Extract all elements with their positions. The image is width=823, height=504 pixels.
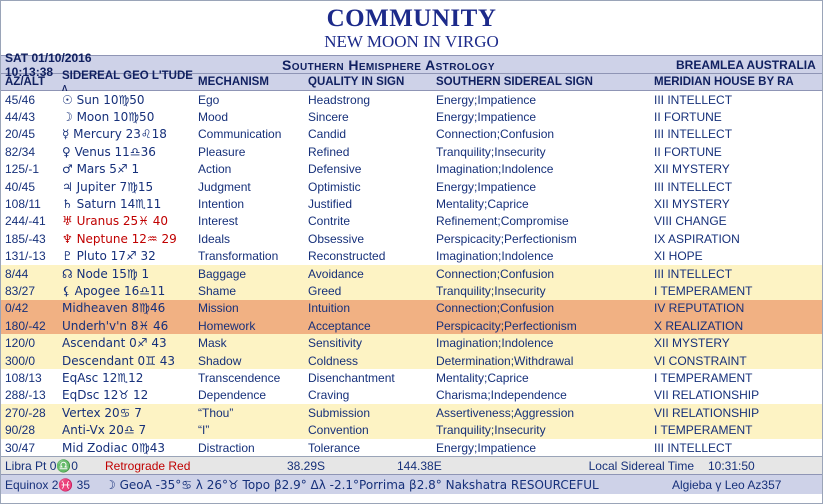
row-sidereal-longitude: EqAsc 12♏12 [62, 370, 144, 385]
row-quality: Obsessive [308, 231, 365, 246]
row-quality: Headstrong [308, 92, 371, 107]
row-mechanism: Mission [198, 301, 239, 316]
footer-libra-point: Libra Pt 0♎0 [5, 458, 78, 473]
table-row [1, 178, 822, 195]
table-row [1, 300, 822, 317]
table-row [1, 317, 822, 334]
row-az-alt: 30/47 [5, 440, 36, 455]
column-header-house: MERIDIAN HOUSE BY RA [654, 76, 794, 88]
column-header-sign: SOUTHERN SIDEREAL SIGN [436, 76, 593, 88]
row-sign-keywords: Imagination;Indolence [436, 249, 554, 264]
row-quality: Justified [308, 197, 353, 212]
row-mechanism: Action [198, 162, 232, 177]
table-row [1, 91, 822, 108]
row-sign-keywords: Assertiveness;Aggression [436, 405, 575, 420]
row-sign-keywords: Perspicacity;Perfectionism [436, 231, 577, 246]
row-mechanism: Homework [198, 318, 256, 333]
row-quality: Defensive [308, 162, 362, 177]
row-az-alt: 300/0 [5, 353, 36, 368]
row-quality: Intuition [308, 301, 351, 316]
row-sign-keywords: Mentality;Caprice [436, 197, 529, 212]
row-quality: Reconstructed [308, 249, 386, 264]
row-sidereal-longitude: ♄ Saturn 14♏11 [62, 197, 162, 212]
row-quality: Convention [308, 423, 369, 438]
footer-lst-value: 10:31:50 [708, 458, 755, 473]
row-sign-keywords: Refinement;Compromise [436, 214, 569, 229]
row-az-alt: 120/0 [5, 336, 36, 351]
footer-lst-label: Local Sidereal Time [588, 458, 694, 473]
row-az-alt: 8/44 [5, 266, 29, 281]
row-house: XII MYSTERY [654, 336, 730, 351]
row-mechanism: Judgment [198, 179, 251, 194]
row-mechanism: Mood [198, 110, 229, 125]
footer-star: Algieba γ Leo Az357 [672, 477, 782, 492]
column-header-mechanism: MECHANISM [198, 76, 269, 88]
row-sidereal-longitude: ♇ Pluto 17♐ 32 [62, 249, 156, 264]
row-mechanism: Mask [198, 336, 227, 351]
row-az-alt: 244/-41 [5, 214, 46, 229]
row-sidereal-longitude: ☽ Moon 10♍50 [62, 110, 155, 125]
row-house: III INTELLECT [654, 127, 733, 142]
row-az-alt: 83/27 [5, 283, 36, 298]
row-sign-keywords: Connection;Confusion [436, 301, 555, 316]
table-row [1, 387, 822, 404]
row-quality: Coldness [308, 353, 359, 368]
header-center-title: Southern Hemisphere Astrology [282, 56, 495, 73]
footer-latitude: 38.29S [287, 458, 326, 473]
column-header-quality: QUALITY IN SIGN [308, 76, 405, 88]
row-sign-keywords: Charisma;Independence [436, 388, 567, 403]
row-mechanism: Transcendence [198, 370, 281, 385]
table-body [1, 91, 822, 456]
row-quality: Disenchantment [308, 370, 395, 385]
row-sidereal-longitude: Vertex 20♋ 7 [62, 405, 142, 420]
footer-retrograde-legend: Retrograde Red [105, 458, 191, 473]
row-house: VI CONSTRAINT [654, 353, 747, 368]
row-sign-keywords: Tranquility;Insecurity [436, 283, 546, 298]
header-datetime: SAT 01/10/2016 10:13:38 [5, 50, 92, 79]
row-sign-keywords: Tranquility;Insecurity [436, 144, 546, 159]
row-quality: Sensitivity [308, 336, 363, 351]
row-az-alt: 44/43 [5, 110, 36, 125]
row-sidereal-longitude: ♆ Neptune 12♒ 29 [62, 231, 177, 246]
row-house: IX ASPIRATION [654, 231, 740, 246]
row-house: III INTELLECT [654, 179, 733, 194]
table-row [1, 195, 822, 212]
row-mechanism: Distraction [198, 440, 255, 455]
row-mechanism: Communication [198, 127, 282, 142]
row-mechanism: Shame [198, 283, 237, 298]
row-quality: Sincere [308, 110, 349, 125]
footer-longitude: 144.38E [397, 458, 442, 473]
row-sidereal-longitude: Descendant 0♊ 43 [62, 353, 176, 368]
table-row [1, 265, 822, 282]
row-quality: Optimistic [308, 179, 361, 194]
row-az-alt: 45/46 [5, 92, 36, 107]
row-sidereal-longitude: ♃ Jupiter 7♍15 [62, 179, 154, 194]
row-sign-keywords: Energy;Impatience [436, 179, 537, 194]
table-row [1, 334, 822, 351]
row-az-alt: 180/-42 [5, 318, 46, 333]
page-subtitle: NEW MOON IN VIRGO [324, 32, 499, 51]
row-az-alt: 90/28 [5, 423, 36, 438]
row-mechanism: “I” [198, 423, 210, 438]
table-row [1, 282, 822, 299]
row-mechanism: Shadow [198, 353, 242, 368]
table-column-headers [1, 70, 822, 94]
row-sign-keywords: Imagination;Indolence [436, 336, 554, 351]
row-az-alt: 108/13 [5, 370, 42, 385]
row-sidereal-longitude: Mid Zodiac 0♍43 [62, 440, 166, 455]
table-row [1, 439, 822, 456]
row-sign-keywords: Connection;Confusion [436, 266, 555, 281]
row-sidereal-longitude: Anti-Vx 20♎ 7 [62, 423, 147, 438]
row-mechanism: Ideals [198, 231, 231, 246]
table-row [1, 143, 822, 160]
row-sidereal-longitude: ☿ Mercury 23♌18 [62, 127, 167, 142]
column-header-az: AZ/ALT [5, 76, 46, 88]
row-house: XII MYSTERY [654, 162, 730, 177]
row-az-alt: 40/45 [5, 179, 36, 194]
table-row [1, 369, 822, 386]
row-mechanism: Transformation [198, 249, 279, 264]
header-location: BREAMLEA AUSTRALIA [676, 57, 816, 72]
table-row [1, 126, 822, 143]
row-quality: Submission [308, 405, 371, 420]
row-house: VIII CHANGE [654, 214, 727, 229]
row-sidereal-longitude: Underh'v'n 8♓ 46 [62, 318, 169, 333]
title-block [1, 1, 822, 55]
row-quality: Candid [308, 127, 347, 142]
row-az-alt: 20/45 [5, 127, 36, 142]
row-mechanism: Baggage [198, 266, 247, 281]
row-house: III INTELLECT [654, 92, 733, 107]
row-az-alt: 270/-28 [5, 405, 46, 420]
row-az-alt: 288/-13 [5, 388, 46, 403]
row-sign-keywords: Energy;Impatience [436, 110, 537, 125]
row-sidereal-longitude: ♀ Venus 11♎36 [62, 144, 156, 159]
row-house: VII RELATIONSHIP [654, 405, 760, 420]
row-sign-keywords: Connection;Confusion [436, 127, 555, 142]
table-row [1, 352, 822, 369]
table-row [1, 213, 822, 230]
row-sidereal-longitude: EqDsc 12♉ 12 [62, 388, 149, 403]
row-house: IV REPUTATION [654, 301, 745, 316]
table-row [1, 161, 822, 178]
row-mechanism: Interest [198, 214, 239, 229]
row-sign-keywords: Imagination;Indolence [436, 162, 554, 177]
row-house: I TEMPERAMENT [654, 370, 753, 385]
column-header-sidereal: SIDEREAL GEO L'TUDE λ [62, 70, 193, 94]
row-house: II FORTUNE [654, 110, 722, 125]
row-mechanism: Intention [198, 197, 245, 212]
footer-row-one [1, 456, 822, 474]
table-row [1, 421, 822, 438]
row-sidereal-longitude: ♂ Mars 5♐ 1 [62, 162, 140, 177]
row-sign-keywords: Tranquility;Insecurity [436, 423, 546, 438]
row-sidereal-longitude: Ascendant 0♐ 43 [62, 336, 167, 351]
row-az-alt: 185/-43 [5, 231, 46, 246]
row-quality: Acceptance [308, 318, 371, 333]
row-sidereal-longitude: ⚸ Apogee 16♎11 [62, 283, 166, 298]
row-quality: Tolerance [308, 440, 361, 455]
footer-row-two [1, 474, 822, 494]
row-house: I TEMPERAMENT [654, 423, 753, 438]
row-az-alt: 82/34 [5, 144, 36, 159]
page-title: COMMUNITY [326, 5, 497, 32]
footer-moon-details: ☽ GeoA -35°♋ λ 26°♉ Topo β2.9° Δλ -2.1°Porrima β2.8° Nakshatra RESOURCEFUL [105, 477, 599, 492]
row-sidereal-longitude: ♅ Uranus 25♓ 40 [62, 214, 169, 229]
row-mechanism: Dependence [198, 388, 267, 403]
row-house: XII MYSTERY [654, 197, 730, 212]
row-house: X REALIZATION [654, 318, 744, 333]
table-row [1, 108, 822, 125]
row-house: XI HOPE [654, 249, 703, 264]
row-house: I TEMPERAMENT [654, 283, 753, 298]
row-mechanism: “Thou” [198, 405, 234, 420]
row-sidereal-longitude: ☉ Sun 10♍50 [62, 92, 145, 107]
row-quality: Contrite [308, 214, 351, 229]
row-quality: Craving [308, 388, 350, 403]
row-quality: Refined [308, 144, 350, 159]
row-house: VII RELATIONSHIP [654, 388, 760, 403]
row-az-alt: 131/-13 [5, 249, 46, 264]
row-sign-keywords: Perspicacity;Perfectionism [436, 318, 577, 333]
row-mechanism: Ego [198, 92, 220, 107]
row-house: III INTELLECT [654, 440, 733, 455]
row-house: III INTELLECT [654, 266, 733, 281]
table-row [1, 404, 822, 421]
row-sign-keywords: Mentality;Caprice [436, 370, 529, 385]
row-mechanism: Pleasure [198, 144, 246, 159]
row-sidereal-longitude: Midheaven 8♍46 [62, 301, 166, 316]
table-row [1, 248, 822, 265]
row-sign-keywords: Determination;Withdrawal [436, 353, 574, 368]
footer-equinox: Equinox 2♓ 35 [5, 477, 90, 492]
row-sidereal-longitude: ☊ Node 15♍ 1 [62, 266, 150, 281]
row-sign-keywords: Energy;Impatience [436, 92, 537, 107]
row-quality: Greed [308, 283, 342, 298]
row-sign-keywords: Energy;Impatience [436, 440, 537, 455]
row-az-alt: 108/11 [5, 197, 41, 212]
table-row [1, 230, 822, 247]
row-az-alt: 125/-1 [5, 162, 40, 177]
row-house: II FORTUNE [654, 144, 722, 159]
row-quality: Avoidance [308, 266, 364, 281]
row-az-alt: 0/42 [5, 301, 29, 316]
